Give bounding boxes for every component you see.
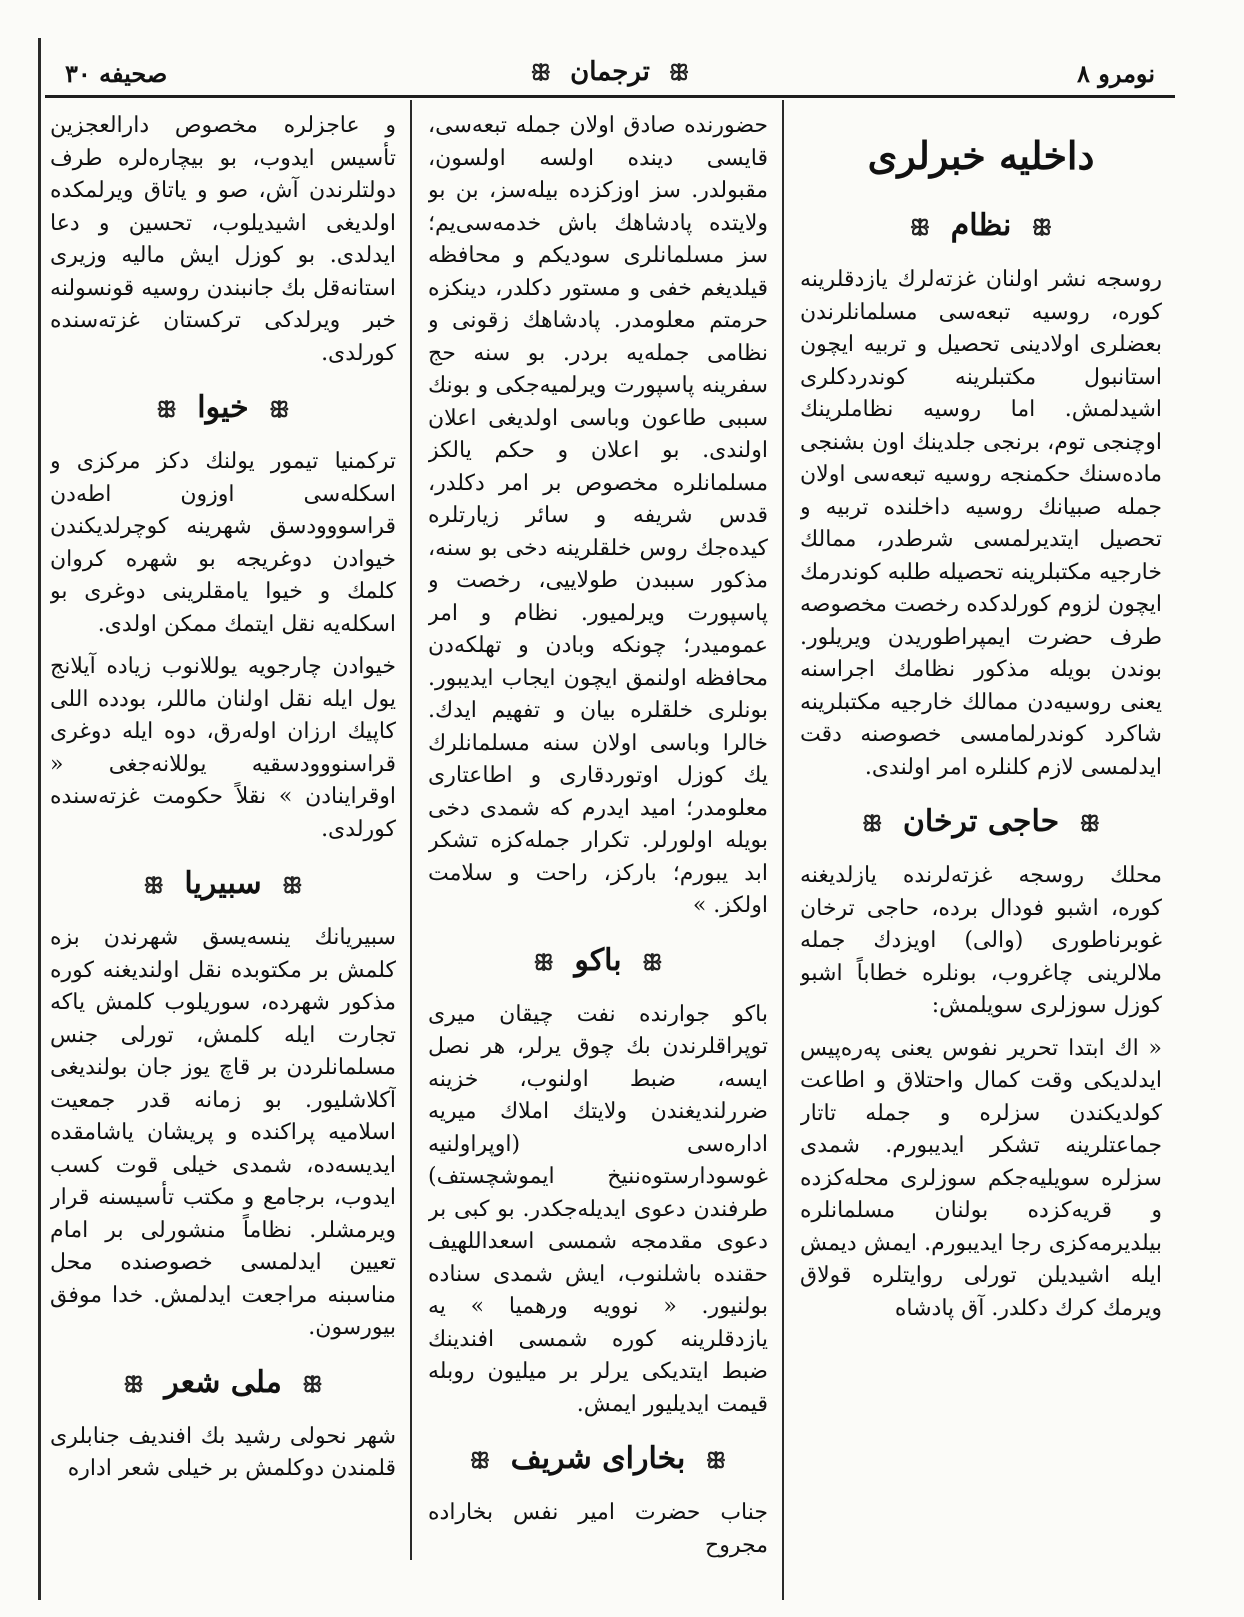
section-title-siberia bbox=[50, 864, 396, 906]
article-paragraph: سبیریانك ینسه‌یسق شهرندن بزه کلمش بر مکتوبده نقل اولندیغنه کوره مذکور شهرده، سوریلوب کلمش یاکه تجارت ایله کلمش، تورلی جنس مسلمانلردن بر قاچ یوز جان بولندیغی آکلاشلیور. بو زمانه قدر جمعیت اسلامیه پراکنده و پریشان یاشامقده ایدیسه‌ده، شمدی خیلی قوت کسب ایدوب، برجامع و مکتب تأسیسنه قرار ویرمشلر. نظاماً منشورلی بر امام تعیین ایدلمسی خصوصنده محل مناسبنه مراجعت ایدلمش. خدا موفق بیورسون. bbox=[50, 925, 396, 1340]
section-title-text: سبیریا bbox=[184, 866, 262, 901]
ornament-icon: ꕥ bbox=[269, 397, 290, 423]
article-paragraph: جناب حضرت امیر نفس بخاراده مجروح bbox=[428, 1500, 768, 1558]
section-heading-domestic-news: داخلیه خبرلری bbox=[867, 133, 1095, 178]
article-paragraph: ترکمنیا تیمور یولنك دکز مرکزی و اسکله‌سی اوزون اطه‌دن قراسووودسق شهرینه کوچرلدیکندن خیوادن دوغریجه بو شهره کروان کلمك و خیوا یامقلرینی دوغری بو اسکله‌یه نقل ایتمك ممکن اولدی. bbox=[50, 449, 396, 637]
right-column bbox=[800, 110, 1162, 1600]
ornament-icon: ꕥ bbox=[302, 1371, 323, 1398]
section-title-khiva bbox=[50, 388, 396, 430]
ornament-icon: ꕥ bbox=[282, 873, 303, 899]
ornament-icon: ꕥ bbox=[156, 397, 177, 423]
section-title-national-poetry bbox=[50, 1363, 396, 1405]
section-title-text: خیوا bbox=[197, 390, 249, 425]
column-divider-right bbox=[782, 100, 784, 1600]
article-paragraph: و عاجزلره مخصوص دارالعجزین تأسیس ایدوب، بو بیچاره‌لره طرف دولتلرندن آش، صو و یاتاق ویرلمکده اولدیغی اشیدیلوب، تحسین و دعا ایدلدی. بو کوزل ایش مالیه وزیری استانه‌قل بك جانبندن روسیه قونسولنه خبر ویرلدکی ترکستان غزته‌سنده کورلدی. bbox=[50, 113, 396, 366]
newspaper-title: ترجمان bbox=[570, 57, 650, 87]
middle-column bbox=[428, 110, 768, 1600]
section-title-nizam bbox=[800, 206, 1162, 248]
section-title-bukhara bbox=[428, 1439, 768, 1481]
section-title-baku bbox=[428, 941, 768, 983]
section-title-text: نظام bbox=[950, 208, 1012, 243]
article-paragraph: باکو جوارنده نفت چیقان میری توپراقلرندن بك چوق یرلر، هر نصل ایسه، ضبط اولنوب، خزینه ضررلندیغندن ولایتك املاك میریه اداره‌سی (اوپراولنیه غوسودارستوه‌ننیخ ایموشچستف) طرفندن دعوی ایدیله‌جکدر. بو کبی بر دعوی مقدمجه شمسی اسعداللهیف حقنده باشلنوب، ایش شمدی سناده بولنیور. « نوویه ورهمیا » یه یازدقلرینه کوره شمسی افندینك ضبط ایتدیکی یرلر بر میلیون روبله قیمت ایدیلیور ایمش. bbox=[428, 1001, 768, 1417]
ornament-icon: ꕥ bbox=[642, 949, 663, 976]
newspaper-title-line bbox=[45, 57, 1175, 87]
left-column bbox=[50, 110, 396, 1600]
ornament-icon: ꕥ bbox=[123, 1371, 144, 1398]
column-divider-left bbox=[410, 100, 412, 1560]
section-title-text: بخارای شریف bbox=[510, 1441, 686, 1476]
ornament-icon: ꕥ bbox=[861, 811, 883, 837]
ornament-icon: ꕥ bbox=[909, 215, 931, 241]
article-paragraph: حضورنده صادق اولان جمله تبعه‌سی، قایسی دینده اولسه اولسون، مقبولدر. سز اوزکزده بیله‌سز، بن بو ولایتده پادشاهك باش خدمه‌سی‌یم؛ سز مسلمانلری سودیکم و محافظه قیلدیغم خفی و مستور دکلدر، دینکزه حرمتم معلومدر. پادشاهك زقونی و نظامی جمله‌یه بردر. بو سنه حج سفرینه پاسپورت ویرلمیه‌جکی و بونك سببی طاعون وباسی اولدیغی اعلان اولندی. بو اعلان و حکم یالکز مسلمانلره مخصوص بر امر دکلدر، قدس شریفه و سائر زیارتلره کیده‌جك روس خلقلرینه دخی بو سنه، مذکور سببدن طولاییی، رخصت و پاسپورت ویرلمیور. نظام و امر عمومیدر؛ چونکه وبادن و تهلکه‌دن محافظه اولنمق ایچون ایجاب ایدیبور. بونلری خلقلره بیان و تفهیم ایدك. خالرا وباسی اولان سنه مسلمانلرك یك کوزل اوتوردقاری و اطاعتاری معلومدر؛ امید ایدرم که شمدی دخی بویله اولورلر. تکرار جمله‌کزه تشکر ابد یبورم؛ بارکز، راحت و سلامت اولکز. » bbox=[428, 113, 768, 918]
article-paragraph: روسجه نشر اولنان غزته‌لرك یازدقلرینه کوره، روسیه تبعه‌سی مسلمانلرندن بعضلری اولادینی تحصیل و تربیه ایچون استانبول مکتبلرینه کوندردکلری اشیدلمش. اما روسیه نظاملرینك اوچنجی توم، برنجی جلدینك اون بشنجی ماده‌سنك حکمنجه روسیه تبعه‌سی اولان جمله صبیانك روسیه داخلنده تربیه و تحصیل ایتدیرلمسی شرطدر، ممالك خارجیه مکتبلرینه تحصیله طلبه کوندرمك ایچون لزوم کورلدکده رخصت مخصوصه طرف حضرت ایمپراطوریدن ویریلور. بوندن بویله مذکور نظامك اجراسنه یعنی روسیه‌دن ممالك خارجیه مکتبلرینه شاکرد کوندرلمامسی خصوصنه دقت ایدلمسی لازم کلنلره امر اولندی. bbox=[800, 267, 1162, 780]
ornament-icon: ꕥ bbox=[1079, 811, 1101, 837]
ornament-icon: ꕥ bbox=[668, 60, 690, 86]
article-paragraph: خیوادن چارجویه یوللانوب زیاده آیلانج یول ایله نقل اولنان ماللر، بودده اللی کاپیك ارزان اوله‌رق، دوه ایله دوغری قراسنووودسقیه یوللانه‌جغی « اوقراینادن » نقلاً حکومت غزته‌سنده کورلدی. bbox=[50, 654, 396, 842]
article-paragraph: محلك روسجه غزته‌لرنده یازلدیغنه کوره، اشبو فودال برده، حاجی ترخان غوبرناطوری (والی) اویزدك جمله ملالرینی چاغروب، بونلره خطاباً اشبو کوزل سوزلری سویلمش: bbox=[800, 863, 1162, 1018]
ornament-icon: ꕥ bbox=[705, 1448, 727, 1474]
section-title-text: باکو bbox=[574, 942, 622, 978]
ornament-icon: ꕥ bbox=[143, 873, 164, 899]
masthead bbox=[45, 55, 1175, 95]
article-paragraph: شهر نحولی رشید بك افندیف جنابلری قلمندن دوکلمش بر خیلی شعر اداره bbox=[50, 1423, 396, 1481]
ornament-icon: ꕥ bbox=[469, 1448, 491, 1474]
section-title-text: ملی شعر bbox=[164, 1364, 282, 1400]
article-paragraph: « اك ابتدا تحریر نفوس یعنی پەرەپیس ایدلدیکی وقت کمال واحتلاق و اطاعت کولدیکندن سزلره و جمله تاتار جماعتلرینه تشکر ایدیبورم. شمدی سزلره سویلیه‌جکم سوزلری محله‌کزده و قریه‌کزده بولنان مسلمانلره بیلدیرمه‌کزی رجا ایدیبورم. ایمش دیمش ایله اشیدیلن تورلی روایتلره قولاق ویرمك کرك دکلدر. آق پادشاه bbox=[800, 1035, 1162, 1321]
ornament-icon: ꕥ bbox=[530, 60, 552, 86]
ornament-icon: ꕥ bbox=[533, 949, 554, 976]
issue-number: نومرو ٨ bbox=[1076, 59, 1155, 88]
section-title-text: حاجی ترخان bbox=[902, 804, 1060, 839]
ornament-icon: ꕥ bbox=[1031, 215, 1053, 241]
page-number: صحیفه ٣٠ bbox=[65, 59, 168, 88]
header-rule bbox=[45, 95, 1175, 98]
section-title-haji-tarkhan bbox=[800, 802, 1162, 844]
